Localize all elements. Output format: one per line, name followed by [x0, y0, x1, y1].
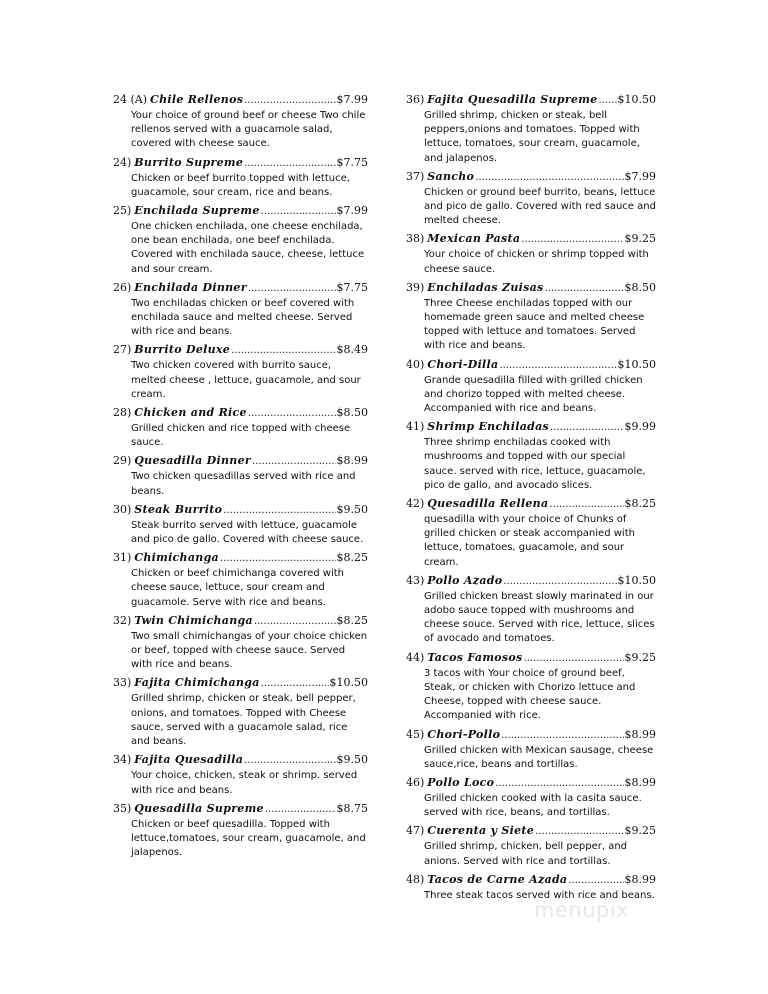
- menu-item-name: Fajita Chimichanga: [134, 676, 260, 690]
- menu-item-name: Pollo Azado: [427, 573, 503, 587]
- menu-item-price: $8.99: [624, 872, 656, 886]
- menu-item-number: 25): [113, 204, 132, 218]
- dot-leader: [244, 156, 335, 171]
- menu-item-number: 41): [406, 420, 425, 434]
- menu-item-header: [113, 453, 368, 469]
- menu-item-price: $8.25: [336, 613, 368, 627]
- menu-item: [113, 280, 368, 340]
- menu-item-name: Enchiladas Zuisas: [427, 280, 544, 294]
- menu-item-number: 28): [113, 406, 132, 420]
- dot-leader: [535, 824, 623, 839]
- menu-item-header: [113, 203, 368, 219]
- menu-item-name: Burrito Deluxe: [134, 343, 231, 357]
- menu-item-number: 24 (A): [113, 93, 148, 106]
- menu-item-number: 37): [406, 169, 425, 183]
- menu-item-number: 48): [406, 872, 425, 886]
- menu-item-number: 27): [113, 343, 132, 357]
- menu-item-number: 31): [113, 551, 132, 565]
- menu-item-description: Two chicken quesadillas served with rice and beans.: [131, 471, 356, 497]
- menu-item-name: Fajita Quesadilla: [134, 753, 244, 767]
- menu-item-name: Chicken and Rice: [134, 406, 247, 420]
- menu-item: [113, 502, 368, 547]
- dot-leader: [261, 676, 329, 691]
- menu-item-description: Chicken or beef burrito topped with lettuce, guacamole, sour cream, rice and beans.: [131, 172, 350, 198]
- menu-item-header: [406, 727, 656, 743]
- dot-leader: [568, 873, 623, 888]
- menu-item-header: [406, 872, 656, 888]
- menu-item: [406, 357, 656, 417]
- menu-item-number: 29): [113, 454, 132, 468]
- dot-leader: [499, 358, 616, 373]
- menu-item-description: Grilled shrimp, chicken or steak, bell pepper, onions, and tomatoes. Topped with Cheese sauce, served with a guacamole salad, rice and beans.: [131, 693, 356, 748]
- menu-item-description: quesadilla with your choice of Chunks of grilled chicken or steak accompanied with lettuce, tomatoes, guacamole, and sour cream.: [424, 514, 635, 568]
- menu-item-number: 32): [113, 613, 132, 627]
- menu-item-name: Chori-Pollo: [427, 727, 501, 741]
- menu-item: [113, 675, 368, 749]
- menu-item-number: 47): [406, 824, 425, 838]
- menu-item-header: [113, 752, 368, 768]
- menu-item-header: [406, 650, 656, 666]
- menu-item-header: [406, 280, 656, 296]
- dot-leader: [521, 232, 623, 247]
- dot-leader: [261, 204, 336, 219]
- menu-item-description: Chicken or beef quesadilla. Topped with lettuce,tomatoes, sour cream, guacamole, and jalapenos.: [131, 818, 366, 859]
- menu-item-description: One chicken enchilada, one cheese enchilada, one bean enchilada, one beef enchilada. Covered with enchilada sauce, cheese, lettuce and sour cream.: [131, 221, 365, 275]
- menu-item-name: Enchilada Dinner: [134, 280, 247, 294]
- menu-item-description: Grilled chicken breast slowly marinated in our adobo sauce topped with mushrooms and cheese souce. Served with rice, lettuce, slices of avocado and tomatoes.: [424, 590, 655, 645]
- menu-item: [406, 573, 656, 647]
- menu-item-price: $10.50: [617, 357, 656, 371]
- menu-item: [406, 727, 656, 772]
- menu-item-number: 34): [113, 753, 132, 767]
- dot-leader: [252, 454, 336, 469]
- menu-item-description: Three Cheese enchiladas topped with our homemade green sauce and melted cheese topped with lettuce and tomatoes. Served with rice and beans.: [424, 297, 645, 352]
- menu-item-description: Grilled shrimp, chicken or steak, bell peppers,onions and tomatoes. Topped with lettuce, tomatoes, sour cream, guacamole, and jalapenos.: [424, 110, 640, 164]
- dot-leader: [545, 281, 624, 296]
- dot-leader: [244, 93, 335, 108]
- menu-item: [406, 496, 656, 570]
- menu-item-name: Burrito Supreme: [134, 155, 244, 169]
- menu-item-price: $7.99: [336, 204, 368, 218]
- menu-item-description: Two small chimichangas of your choice chicken or beef, topped with cheese sauce. Served with rice and beans.: [131, 630, 368, 671]
- menu-item-description: Grilled shrimp, chicken, bell pepper, and anions. Served with rice and tortillas.: [424, 841, 628, 867]
- menu-item-price: $8.99: [624, 775, 656, 789]
- menu-item-price: $9.50: [336, 753, 368, 767]
- dot-leader: [524, 651, 624, 666]
- menu-item-description: 3 tacos with Your choice of ground beef, Steak, or chicken with Chorizo lettuce and Cheese, topped with cheese sauce. Accompanied with rice.: [424, 667, 636, 722]
- menu-item-header: [113, 675, 368, 691]
- menu-item-name: Tacos de Carne Azada: [427, 872, 568, 886]
- menu-item: [406, 775, 656, 820]
- menu-item-price: $7.99: [336, 93, 368, 106]
- menu-item: [113, 342, 368, 402]
- dot-leader: [501, 728, 623, 743]
- menu-item-header: [406, 823, 656, 839]
- menu-item-number: 26): [113, 280, 132, 294]
- menu-item-price: $8.50: [624, 280, 656, 294]
- dot-leader: [244, 753, 335, 768]
- menu-item-price: $10.50: [617, 573, 656, 587]
- menu-item-price: $8.25: [336, 551, 368, 565]
- menu-item-name: Sancho: [427, 169, 475, 183]
- dot-leader: [223, 503, 335, 518]
- menu-item-header: [113, 92, 368, 108]
- dot-leader: [503, 574, 616, 589]
- menu-item: [113, 613, 368, 673]
- dot-leader: [598, 93, 616, 108]
- menu-item-name: Chile Rellenos: [150, 93, 244, 106]
- menu-item-name: Quesadilla Dinner: [134, 454, 251, 468]
- menu-item-price: $10.50: [617, 93, 656, 106]
- menu-item-header: [113, 613, 368, 629]
- menu-item-header: [406, 775, 656, 791]
- menu-item-description: Chicken or ground beef burrito, beans, lettuce and pico de gallo. Covered with red sauce and melted cheese.: [424, 186, 656, 227]
- menu-item-description: Two enchiladas chicken or beef covered with enchilada sauce and melted cheese. Served with rice and beans.: [131, 297, 355, 338]
- menu-item-description: Grilled chicken and rice topped with cheese sauce.: [131, 423, 351, 449]
- menu-item: [113, 203, 368, 277]
- menu-column-right: [406, 92, 656, 906]
- menu-item-name: Steak Burrito: [134, 502, 223, 516]
- menu-item-number: 36): [406, 93, 425, 106]
- menu-item: [406, 231, 656, 276]
- menu-item-header: [113, 550, 368, 566]
- menu-item-number: 42): [406, 497, 425, 511]
- menu-item-name: Pollo Loco: [427, 775, 495, 789]
- menu-item-price: $9.99: [624, 420, 656, 434]
- menu-item: [406, 92, 656, 166]
- menu-item-header: [406, 169, 656, 185]
- menu-item-header: [406, 573, 656, 589]
- dot-leader: [265, 802, 336, 817]
- menu-item-header: [406, 231, 656, 247]
- menu-item-description: Your choice of chicken or shrimp topped with cheese sauce.: [424, 249, 649, 275]
- menu-item-number: 44): [406, 650, 425, 664]
- menu-item-description: Grande quesadilla filled with grilled chicken and chorizo topped with melted cheese. Accompanied with rice and beans.: [424, 374, 643, 415]
- menu-item-header: [406, 496, 656, 512]
- menu-item-name: Tacos Famosos: [427, 650, 523, 664]
- menupix-watermark: menupix: [534, 898, 630, 922]
- menu-item-number: 33): [113, 676, 132, 690]
- menu-item-name: Quesadilla Rellena: [427, 497, 549, 511]
- menu-item-description: Grilled chicken with Mexican sausage, cheese sauce,rice, beans and tortillas.: [424, 744, 654, 770]
- menu-item-header: [113, 405, 368, 421]
- dot-leader: [231, 343, 335, 358]
- menu-item: [113, 550, 368, 610]
- menu-item-price: $9.25: [624, 232, 656, 246]
- menu-item-header: [406, 92, 656, 108]
- menu-item-name: Chori-Dilla: [427, 357, 499, 371]
- menu-item-description: Your choice, chicken, steak or shrimp. served with rice and beans.: [131, 770, 358, 796]
- menu-item-description: Three steak tacos served with rice and beans.: [424, 889, 655, 901]
- menu-item-description: Two chicken covered with burrito sauce, melted cheese , lettuce, guacamole, and sour cream.: [131, 360, 361, 400]
- menu-item: [113, 405, 368, 450]
- menu-item-header: [113, 502, 368, 518]
- menu-item-price: $9.50: [336, 502, 368, 516]
- menu-item-header: [113, 801, 368, 817]
- dot-leader: [220, 551, 336, 566]
- menu-item-header: [113, 342, 368, 358]
- menu-item-price: $10.50: [329, 676, 368, 690]
- menu-item-number: 40): [406, 357, 425, 371]
- dot-leader: [549, 497, 623, 512]
- menu-item-price: $7.99: [624, 169, 656, 183]
- menu-item-number: 43): [406, 573, 425, 587]
- menu-item-price: $7.75: [336, 280, 368, 294]
- menu-item-price: $8.25: [624, 497, 656, 511]
- menu-item: [113, 92, 368, 152]
- menu-item-number: 24): [113, 155, 132, 169]
- menu-item-description: Three shrimp enchiladas cooked with mushrooms and topped with our special sauce. served with rice, lettuce, guacamole, pico de gallo, and avocado slices.: [424, 437, 646, 491]
- dot-leader: [495, 776, 623, 791]
- menu-item-header: [113, 155, 368, 171]
- menu-item-name: Chimichanga: [134, 551, 219, 565]
- menu-item-description: Your choice of ground beef or cheese Two chile rellenos served with a guacamole salad, covered with cheese sauce.: [131, 110, 366, 150]
- menu-item-number: 46): [406, 775, 425, 789]
- menu-item: [406, 419, 656, 493]
- menu-item-price: $8.75: [336, 801, 368, 815]
- menu-item: [113, 155, 368, 200]
- menu-item: [406, 169, 656, 229]
- menu-item-number: 38): [406, 232, 425, 246]
- menu-item-name: Quesadilla Supreme: [134, 801, 264, 815]
- menu-item-price: $9.25: [624, 650, 656, 664]
- menu-item: [406, 280, 656, 354]
- menu-item-description: Grilled chicken cooked with la casita sauce. served with rice, beans, and tortillas.: [424, 792, 642, 819]
- menu-item: [406, 823, 656, 868]
- menu-item-price: $8.50: [336, 406, 368, 420]
- menu-item: [113, 752, 368, 797]
- dot-leader: [475, 170, 623, 185]
- menu-item-header: [406, 419, 656, 435]
- menu-item-number: 45): [406, 727, 425, 741]
- dot-leader: [248, 406, 336, 421]
- menu-item: [113, 453, 368, 498]
- menu-item-header: [113, 280, 368, 296]
- menu-item-number: 30): [113, 502, 132, 516]
- menu-item: [406, 650, 656, 724]
- menu-item-price: $7.75: [336, 155, 368, 169]
- menu-item: [113, 801, 368, 861]
- menu-item-price: $8.99: [336, 454, 368, 468]
- menu-item-description: Steak burrito served with lettuce, guacamole and pico de gallo. Covered with cheese sauce.: [131, 519, 364, 546]
- menu-item-number: 35): [113, 801, 132, 815]
- menu-item-price: $8.49: [336, 343, 368, 357]
- menu-item-number: 39): [406, 280, 425, 294]
- menu-item-name: Enchilada Supreme: [134, 204, 260, 218]
- menu-column-left: [113, 92, 368, 863]
- menu-item-name: Cuerenta y Siete: [427, 824, 535, 838]
- menu-item-name: Fajita Quesadilla Supreme: [427, 93, 598, 106]
- menu-item-price: $8.99: [624, 727, 656, 741]
- menu-item-description: Chicken or beef chimichanga covered with cheese sauce, lettuce, sour cream and guacamole. Serve with rice and beans.: [131, 568, 345, 608]
- menu-item-name: Twin Chimichanga: [134, 613, 253, 627]
- dot-leader: [550, 420, 623, 435]
- menu-item-name: Mexican Pasta: [427, 232, 521, 246]
- dot-leader: [248, 281, 336, 296]
- menu-item-header: [406, 357, 656, 373]
- menu-item-name: Shrimp Enchiladas: [427, 420, 550, 434]
- menu-item-price: $9.25: [624, 824, 656, 838]
- dot-leader: [254, 614, 336, 629]
